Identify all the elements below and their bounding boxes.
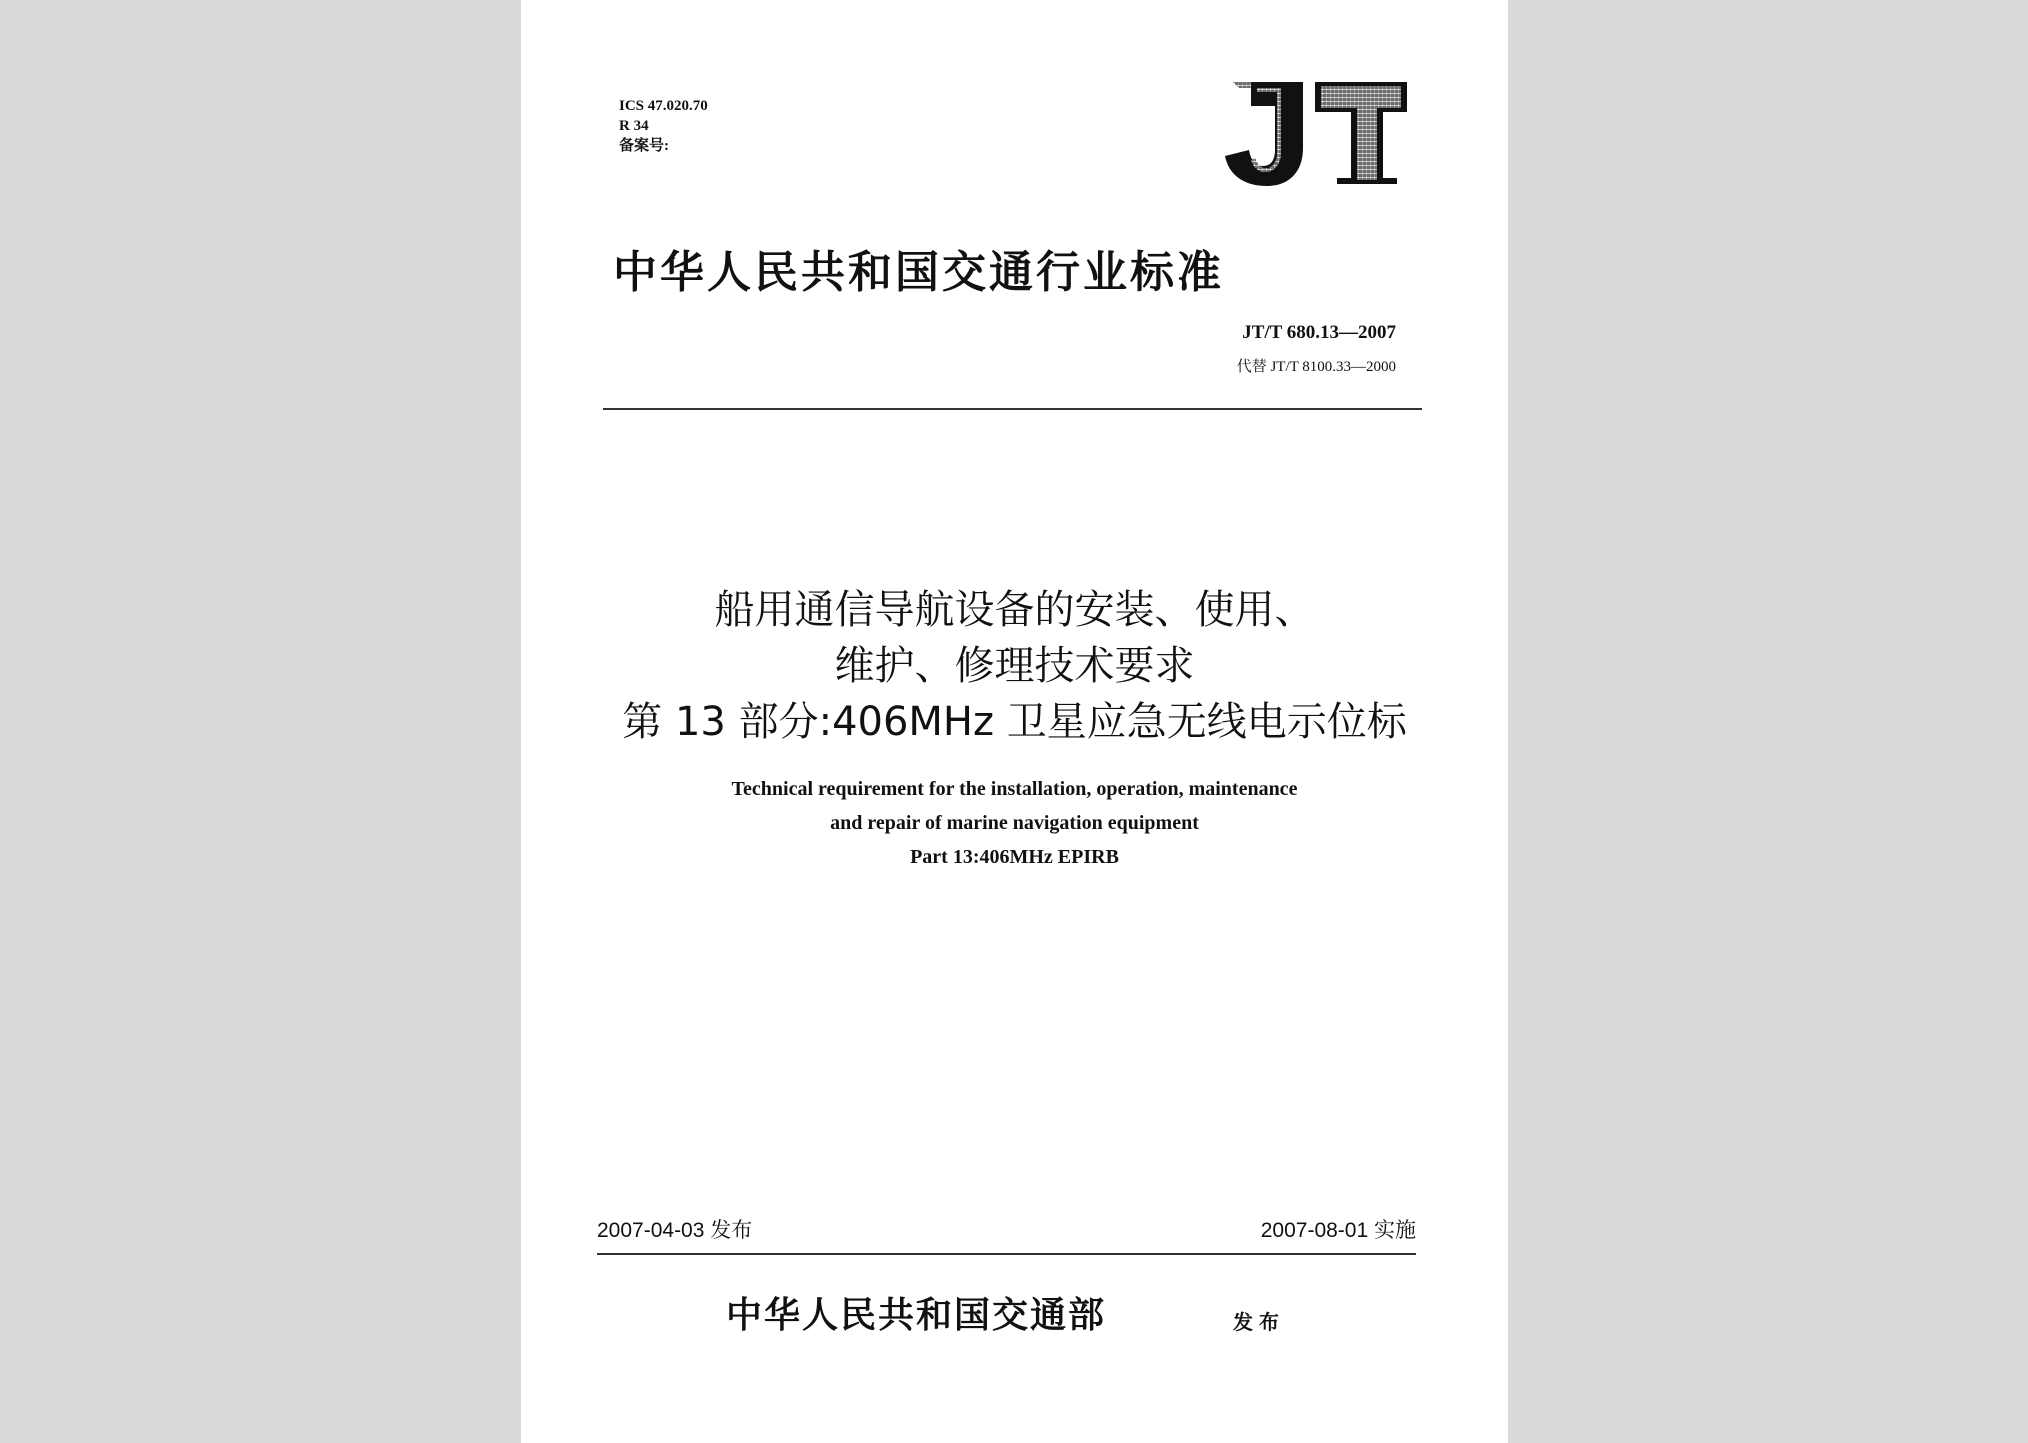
chinese-title-line-2: 维护、修理技术要求 <box>834 643 1195 689</box>
english-title-line-1: Technical requirement for the installation, operation, maintenance <box>731 778 1298 800</box>
chinese-title-line-3: 第 13 部分:406MHz 卫星应急无线电示位标 <box>622 699 1407 745</box>
classification-code: R 34 <box>619 118 649 134</box>
bottom-divider <box>597 1253 1416 1255</box>
english-title-line-2: and repair of marine navigation equipment <box>830 812 1199 834</box>
publish-date: 2007-04-03 发布 <box>597 1219 753 1242</box>
english-title-line-3: Part 13:406MHz EPIRB <box>910 846 1119 868</box>
publisher-name: 中华人民共和国交通部 <box>726 1294 1107 1336</box>
top-divider <box>603 408 1422 410</box>
org-standard-title: 中华人民共和国交通行业标准 <box>613 247 1224 298</box>
chinese-title <box>521 582 1508 750</box>
chinese-title-line-1: 船用通信导航设备的安装、使用、 <box>714 587 1315 633</box>
publish-label: 发布 <box>1233 1310 1285 1334</box>
ics-code: ICS 47.020.70 <box>619 98 708 114</box>
classification-block <box>619 96 708 156</box>
replaces-standard: 代替 JT/T 8100.33—2000 <box>1236 359 1396 375</box>
jt-logo <box>1211 78 1411 188</box>
standard-number: JT/T 680.13—2007 <box>1242 322 1396 343</box>
english-title <box>521 772 1508 874</box>
implementation-date: 2007-08-01 实施 <box>1260 1219 1416 1242</box>
filing-number-label: 备案号: <box>619 138 669 154</box>
document-page <box>521 0 1508 1443</box>
